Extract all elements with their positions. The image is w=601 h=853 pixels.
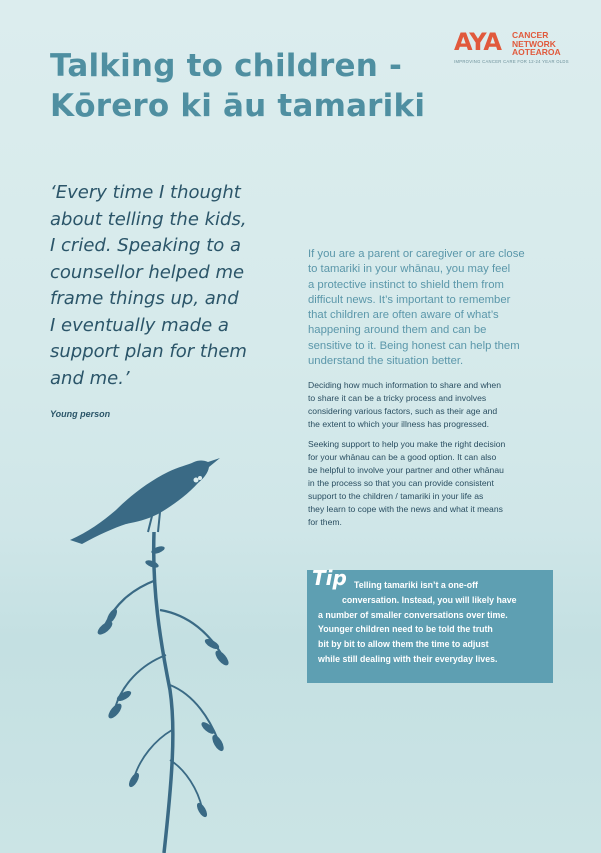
- quote-line: about telling the kids,: [50, 208, 247, 230]
- tui-bird-on-flax-icon: [60, 440, 260, 853]
- aya-logo: [454, 28, 584, 72]
- quote-line: I cried. Speaking to a: [50, 235, 242, 256]
- intro-line: sensitive to it. Being honest can help them: [308, 339, 520, 352]
- tip-line: while still dealing with their everyday lives.: [318, 653, 498, 664]
- intro-paragraph: [308, 247, 558, 369]
- tip-label: Tip: [312, 566, 347, 590]
- body-line: for your whānau can be a good option. It can also: [308, 452, 497, 462]
- intro-line: If you are a parent or caregiver or are close: [308, 248, 525, 260]
- quote-line: ‘Every time I thought: [50, 182, 241, 203]
- logo-mark: AYA: [454, 28, 501, 56]
- tip-text: [318, 578, 550, 667]
- intro-line: happening around them and can be: [308, 324, 487, 337]
- body-line: to share it can be a tricky process and involves: [308, 393, 487, 403]
- tip-line: Telling tamariki isn’t a one-off: [354, 580, 478, 590]
- quote-line: and me.’: [50, 367, 130, 389]
- quote-line: frame things up, and: [50, 288, 239, 309]
- tip-line: a number of smaller conversations over time.: [318, 609, 508, 620]
- tip-line: conversation. Instead, you will likely have: [342, 594, 517, 605]
- body-paragraph-1: [308, 379, 558, 431]
- body-paragraph-2: [308, 438, 558, 529]
- body-line: in the process so that you can provide consistent: [308, 478, 494, 488]
- logo-line: CANCER: [512, 30, 549, 40]
- intro-line: understand the situation better.: [308, 355, 464, 368]
- page-title: [50, 46, 470, 126]
- pull-quote: [50, 180, 265, 392]
- logo-wordmark: [512, 31, 561, 57]
- intro-line: difficult news. It’s important to remember: [308, 293, 511, 306]
- quote-line: support plan for them: [50, 341, 247, 362]
- quote-attribution: Young person: [50, 409, 111, 419]
- quote-line: counsellor helped me: [50, 261, 245, 283]
- intro-line: to tamariki in your whānau, you may feel: [308, 263, 511, 276]
- body-line: for them.: [308, 517, 342, 527]
- logo-line: NETWORK: [512, 38, 556, 49]
- quote-line: I eventually made a: [50, 314, 229, 336]
- intro-line: a protective instinct to shield them from: [308, 278, 504, 291]
- body-line: they learn to cope with the news and what it means: [308, 504, 503, 514]
- tip-line: Younger children need to be told the truth: [318, 624, 493, 635]
- body-line: the extent to which your illness has progressed.: [308, 419, 490, 429]
- body-line: Deciding how much information to share and when: [308, 380, 501, 390]
- body-line: be helpful to involve your partner and other whānau: [308, 465, 504, 475]
- body-line: Seeking support to help you make the right decision: [308, 439, 506, 449]
- tip-line: bit by bit to allow them the time to adjust: [318, 639, 489, 650]
- body-line: considering various factors, such as their age and: [308, 406, 498, 416]
- intro-line: that children are often aware of what’s: [308, 309, 499, 322]
- page-title-line-2: Kōrero ki āu tamariki: [50, 88, 426, 124]
- page-title-line-1: Talking to children -: [50, 48, 403, 84]
- logo-tagline: IMPROVING CANCER CARE FOR 12-24 YEAR OLDS: [454, 59, 569, 64]
- logo-line: AOTEAROA: [512, 47, 561, 57]
- body-line: support to the children / tamariki in your life as: [308, 491, 484, 501]
